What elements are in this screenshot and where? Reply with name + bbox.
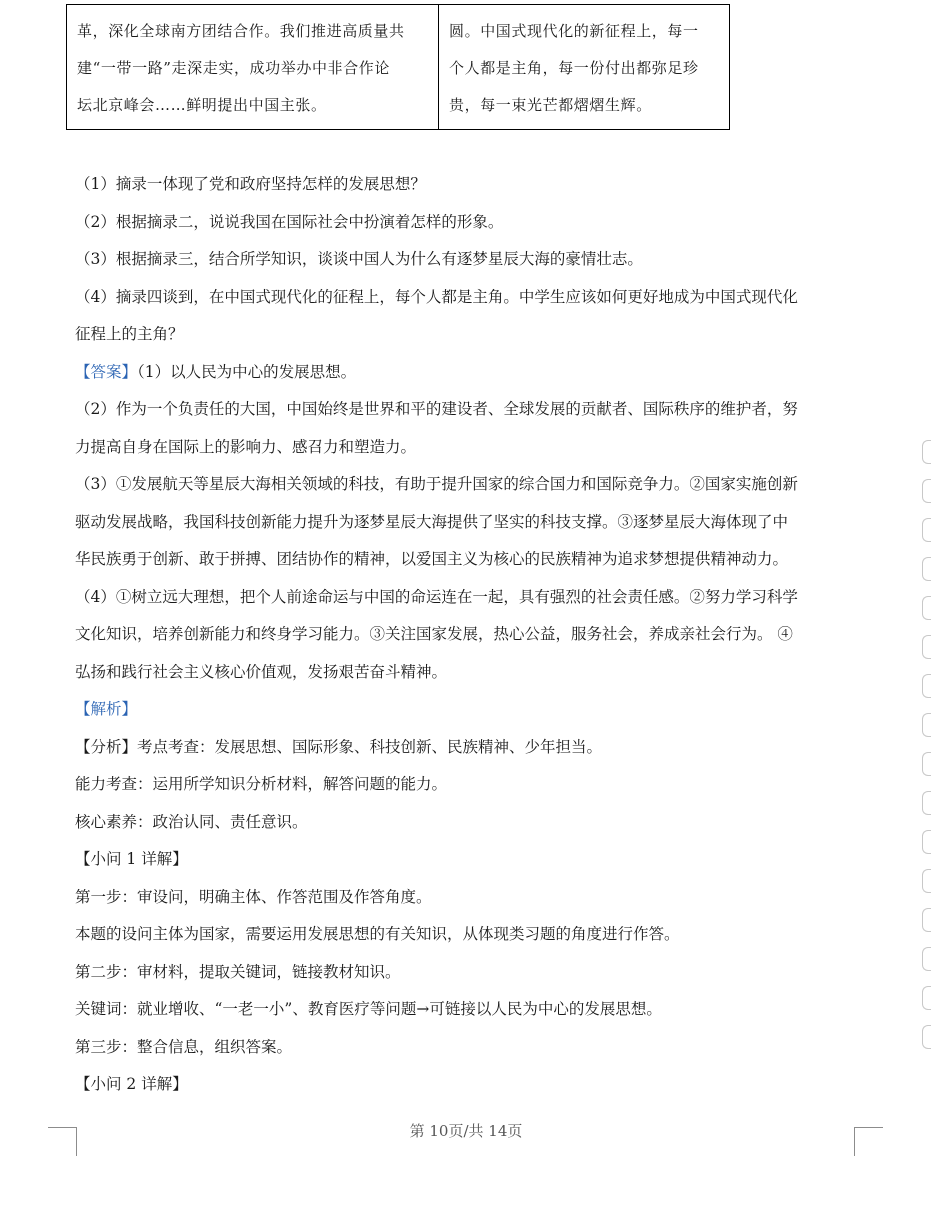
answer-text: （1）以人民为中心的发展思想。 <box>137 362 357 381</box>
excerpt-right-line: 贵，每一束光芒都熠熠生辉。 <box>449 96 652 114</box>
analysis-line: 关键词：就业增收、“一老一小”、教育医疗等问题→可链接以人民为中心的发展思想。 <box>75 1000 662 1018</box>
answer-line: 力提高自身在国际上的影响力、感召力和塑造力。 <box>75 437 417 456</box>
margin-mark <box>922 596 931 620</box>
margin-mark <box>922 947 931 971</box>
excerpt-cell-right <box>439 5 729 129</box>
margin-mark <box>922 791 931 815</box>
analysis-line: 本题的设问主体为国家，需要运用发展思想的有关知识，从体现类习题的角度进行作答。 <box>75 925 680 943</box>
margin-mark <box>922 518 931 542</box>
answer-line: （2）作为一个负责任的大国，中国始终是世界和平的建设者、全球发展的贡献者、国际秩序的维护者，努 <box>75 400 798 418</box>
excerpt-left-line: 革，深化全球南方团结合作。我们推进高质量共 <box>77 22 405 40</box>
excerpt-left-line: 坛北京峰会……鲜明提出中国主张。 <box>77 96 327 114</box>
analysis-line: 【分析】考点考查：发展思想、国际形象、科技创新、民族精神、少年担当。 <box>75 737 603 756</box>
analysis-line: 【小问 1 详解】 <box>75 850 188 868</box>
answer-line: 华民族勇于创新、敢于拼搏、团结协作的精神，以爱国主义为核心的民族精神为追求梦想提供精神动力。 <box>75 550 789 568</box>
margin-mark <box>922 635 931 659</box>
analysis-line: 第三步：整合信息，组织答案。 <box>75 1037 293 1056</box>
analysis-line: 第二步：审材料，提取关键词，链接教材知识。 <box>75 962 401 981</box>
analysis-line: 核心素养：政治认同、责任意识。 <box>75 812 308 831</box>
question-content <box>75 166 857 1104</box>
margin-mark <box>922 479 931 503</box>
analysis-line: 第一步：审设问，明确主体、作答范围及作答角度。 <box>75 887 432 906</box>
answer-line: 驱动发展战略，我国科技创新能力提升为逐梦星辰大海提供了坚实的科技支撑。③逐梦星辰大海体现了中 <box>75 512 789 531</box>
question-line: （2）根据摘录二，说说我国在国际社会中扮演着怎样的形象。 <box>75 212 504 231</box>
analysis-line: 【小问 2 详解】 <box>75 1075 188 1093</box>
question-line: 征程上的主角？ <box>75 325 184 343</box>
margin-mark <box>922 1025 931 1049</box>
page-number: 第 10页/共 14页 <box>409 1122 523 1140</box>
excerpt-cell-left <box>67 5 439 129</box>
question-line: （3）根据摘录三，结合所学知识，谈谈中国人为什么有逐梦星辰大海的豪情壮志。 <box>75 250 643 268</box>
margin-marks <box>922 440 932 1064</box>
margin-mark <box>922 908 931 932</box>
answer-line: 文化知识，培养创新能力和终身学习能力。③关注国家发展，热心公益，服务社会，养成亲社会行为。 ④ <box>75 625 793 643</box>
margin-mark <box>922 674 931 698</box>
margin-mark <box>922 440 931 464</box>
analysis-line: 能力考查：运用所学知识分析材料，解答问题的能力。 <box>75 775 448 793</box>
answer-first-line <box>75 354 857 392</box>
answer-tag: 【答案】 <box>75 362 138 381</box>
question-line: （1）摘录一体现了党和政府坚持怎样的发展思想？ <box>75 175 426 193</box>
excerpt-right-line: 圆。中国式现代化的新征程上，每一 <box>449 22 699 40</box>
excerpt-right-line: 个人都是主角，每一份付出都弥足珍 <box>449 59 699 77</box>
margin-mark <box>922 557 931 581</box>
excerpt-table <box>66 4 730 130</box>
margin-mark <box>922 713 931 737</box>
answer-line: 弘扬和践行社会主义核心价值观，发扬艰苦奋斗精神。 <box>75 662 448 681</box>
analysis-tag: 【解析】 <box>75 700 138 718</box>
question-line: （4）摘录四谈到，在中国式现代化的征程上，每个人都是主角。中学生应该如何更好地成为中国式现代化 <box>75 287 798 306</box>
excerpt-left-line: 建“一带一路”走深走实，成功举办中非合作论 <box>77 59 390 77</box>
margin-mark <box>922 869 931 893</box>
answer-line: （4）①树立远大理想，把个人前途命运与中国的命运连在一起，具有强烈的社会责任感。②努力学习科学 <box>75 587 798 606</box>
answer-line: （3）①发展航天等星辰大海相关领域的科技，有助于提升国家的综合国力和国际竞争力。②国家实施创新 <box>75 475 798 493</box>
margin-mark <box>922 986 931 1010</box>
margin-mark <box>922 830 931 854</box>
margin-mark <box>922 752 931 776</box>
